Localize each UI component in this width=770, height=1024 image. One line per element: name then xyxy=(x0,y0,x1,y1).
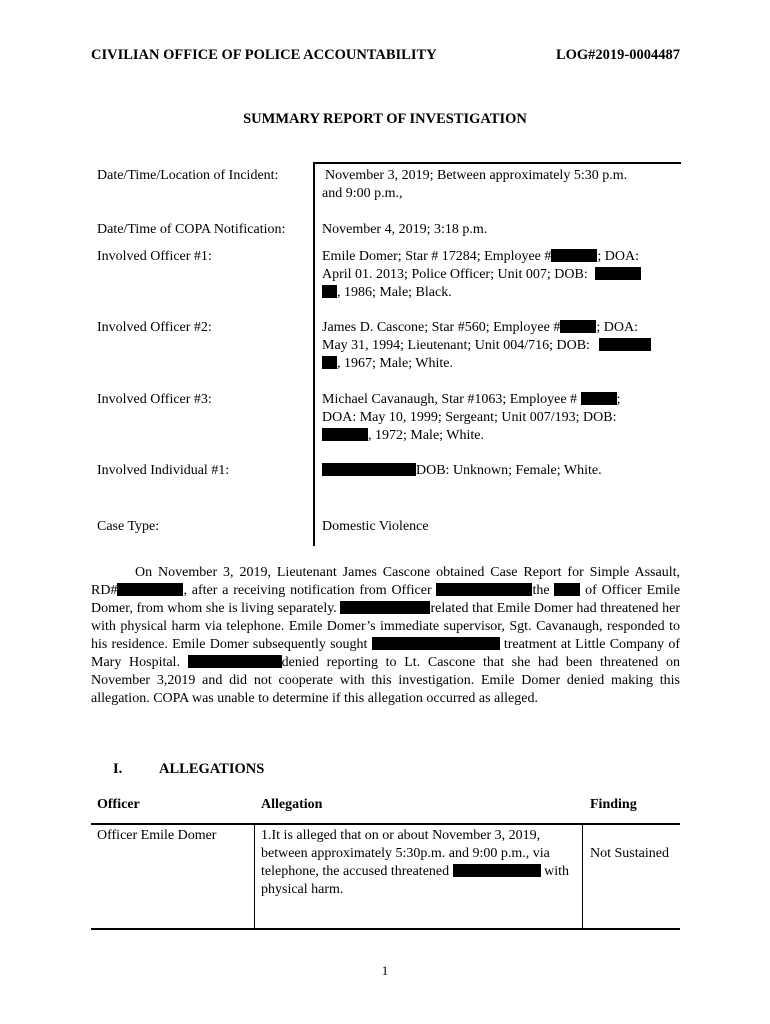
individual-1-value: DOB: Unknown; Female; White. xyxy=(322,462,672,480)
redaction-block xyxy=(551,249,597,262)
officer-1-label: Involved Officer #1: xyxy=(97,249,212,264)
individual-1-label: Involved Individual #1: xyxy=(97,463,230,478)
page-number: 1 xyxy=(381,963,389,978)
officer-3-value: Michael Cavanaugh, Star #1063; Employee # ; DOA: May 10, 1999; Sergeant; Unit 007/193; DOB: , 1972; Male; White. xyxy=(322,392,621,443)
header-rule xyxy=(91,823,680,825)
officer-2-value: James D. Cascone; Star #560; Employee # ; DOA: May 31, 1994; Lieutenant; Unit 004/716; DOB: , 1967; Male; White. xyxy=(322,319,672,373)
redaction-block xyxy=(117,583,183,596)
officer-3-label: Involved Officer #3: xyxy=(97,392,212,407)
officer-1-value: Emile Domer; Star # 17284; Employee # ; DOA: April 01. 2013; Police Officer; Unit 007; DOB: , 1986; Male; Black. xyxy=(322,248,672,302)
redaction-block xyxy=(340,601,430,614)
redaction-block xyxy=(554,583,580,596)
allegation-finding-cell: Not Sustained xyxy=(590,846,669,861)
allegation-officer-cell: Officer Emile Domer xyxy=(97,828,217,843)
notification-value: November 4, 2019; 3:18 p.m. xyxy=(322,222,488,237)
redaction-block xyxy=(372,637,500,650)
office-header: CIVILIAN OFFICE OF POLICE ACCOUNTABILITY xyxy=(91,47,437,63)
summary-paragraph: On November 3, 2019, Lieutenant James Cascone obtained Case Report for Simple Assault, RD# , after a receiving notification from Officer the of Officer Emile Domer, from whom she is living separately. related that Emile Domer had threatened her with physical harm via telephone. Emile Domer’s immediate supervisor, Sgt. Cavanaugh, responded to his residence. Emile Domer subsequently sought treatment at Little Company of Mary Hospital. denied reporting to Lt. Cascone that she had been threatened on November 3,2019 and did not cooperate with this investigation. Emile Domer denied making this allegation. COPA was unable to determine if this allegation occurred as alleged. xyxy=(91,565,681,706)
column-divider xyxy=(582,824,583,930)
log-number: LOG#2019-0004487 xyxy=(555,47,680,63)
incident-info-table xyxy=(91,162,681,546)
table-bottom-rule xyxy=(91,928,680,930)
redaction-block xyxy=(595,267,641,280)
case-type-label: Case Type: xyxy=(97,519,160,534)
incident-date-label: Date/Time/Location of Incident: xyxy=(97,168,279,183)
redaction-block xyxy=(322,356,337,369)
allegation-text-cell: 1.It is alleged that on or about November 3, 2019, between approximately 5:30p.m. and 9:00 p.m., via telephone, the accused threatened with physical harm. xyxy=(261,828,570,897)
section-number: I. xyxy=(113,761,123,777)
column-header-officer: Officer xyxy=(97,797,140,812)
notification-label: Date/Time of COPA Notification: xyxy=(97,222,286,237)
section-title: ALLEGATIONS xyxy=(159,761,265,777)
table-column-divider xyxy=(313,162,315,546)
case-type-value: Domestic Violence xyxy=(322,519,429,534)
redaction-block xyxy=(188,655,282,668)
report-title: SUMMARY REPORT OF INVESTIGATION xyxy=(243,111,527,127)
redaction-block xyxy=(322,285,337,298)
incident-date-value: November 3, 2019; Between approximately 5:30 p.m. and 9:00 p.m., xyxy=(322,168,628,201)
redaction-block xyxy=(581,392,617,405)
redaction-block xyxy=(436,583,532,596)
redaction-block xyxy=(453,864,541,877)
allegations-table xyxy=(91,794,680,930)
table-top-rule xyxy=(314,162,681,164)
column-header-allegation: Allegation xyxy=(261,797,323,812)
redaction-block xyxy=(560,320,596,333)
officer-2-label: Involved Officer #2: xyxy=(97,320,212,335)
redaction-block xyxy=(322,428,368,441)
redaction-block xyxy=(322,463,416,476)
redaction-block xyxy=(599,338,651,351)
column-header-finding: Finding xyxy=(590,797,637,812)
section-heading-allegations xyxy=(113,761,264,778)
column-divider xyxy=(254,824,255,930)
